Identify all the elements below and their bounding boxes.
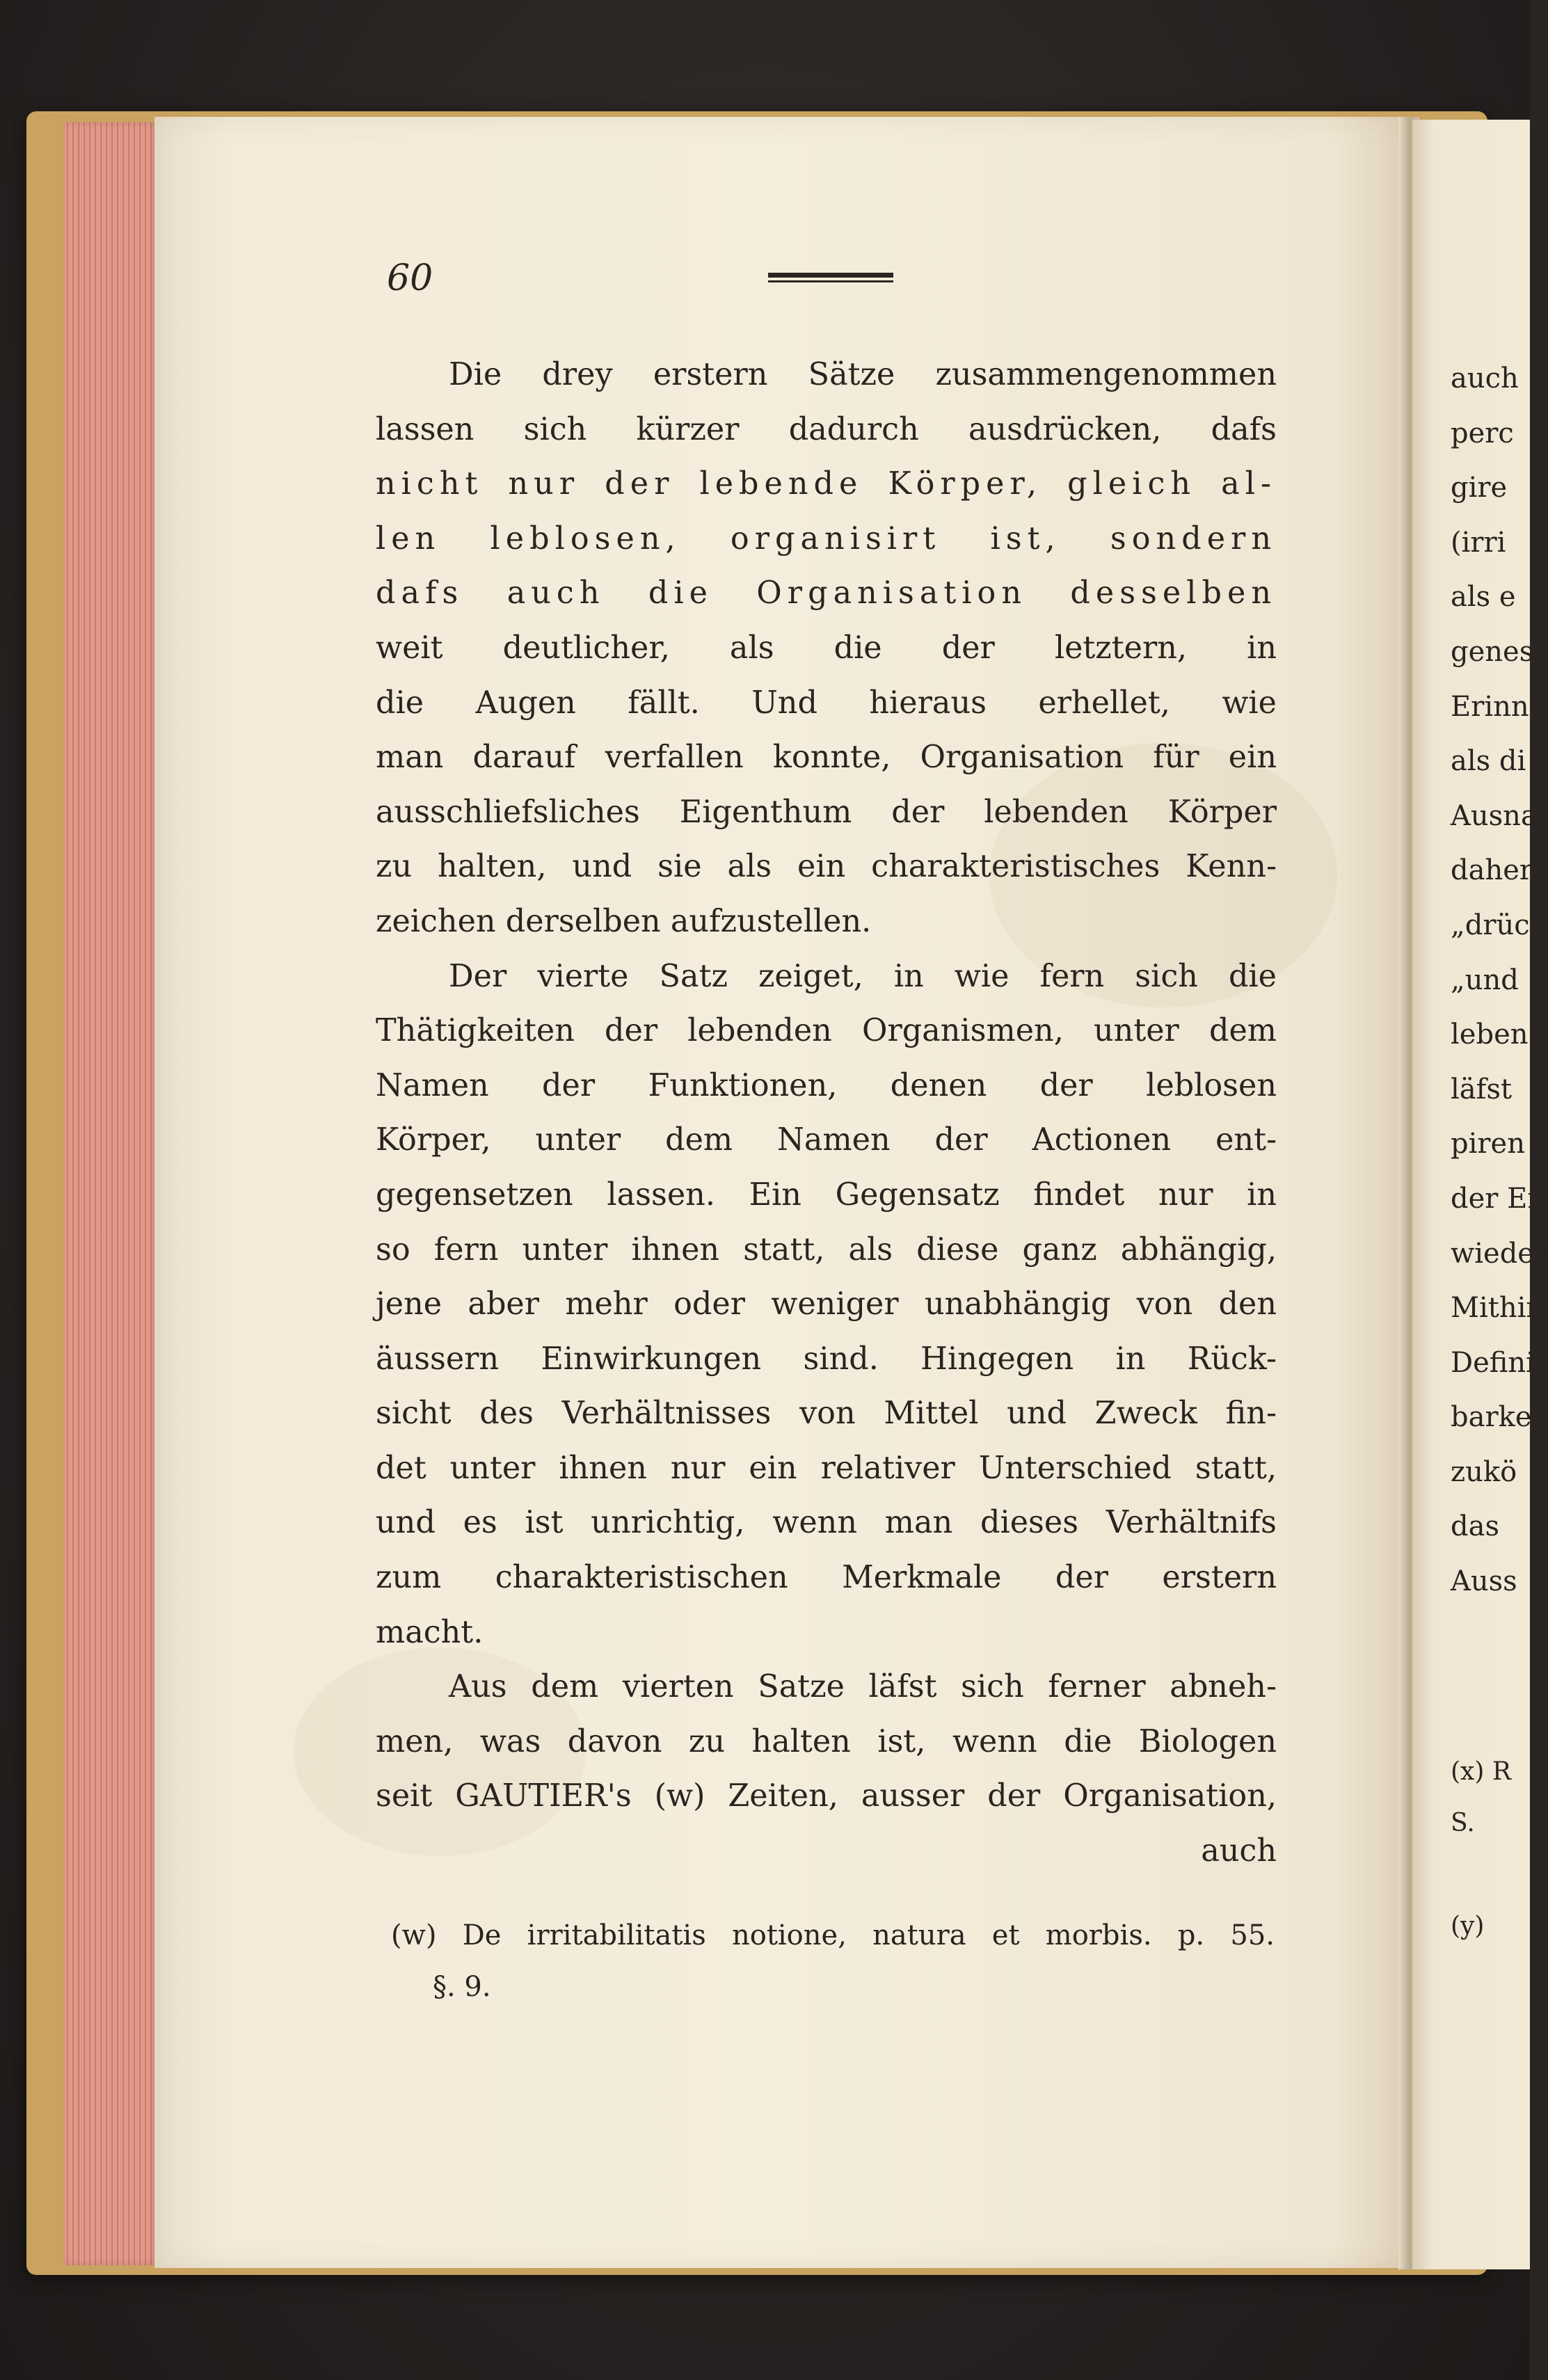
text-line: macht. <box>376 1614 484 1650</box>
next-page-footnote-line: (y) <box>1451 1912 1485 1940</box>
next-page-line: Erinne <box>1451 690 1546 723</box>
text-line: so fern unter ihnen statt, als diese ganz abhängig, <box>376 1231 1277 1268</box>
next-page-line: Mithin <box>1451 1292 1545 1325</box>
text-line: jene aber mehr oder weniger unabhängig von den <box>376 1286 1277 1323</box>
next-page-line: (irri <box>1451 526 1506 559</box>
next-page-footnote-line: S. <box>1451 1809 1475 1837</box>
text-line: Aus dem vierten Satze läfst sich ferner abneh- <box>449 1669 1277 1705</box>
text-line: zum charakteristischen Merkmale der erstern <box>376 1560 1277 1596</box>
paragraph-3 <box>376 1660 1277 1878</box>
paragraph-2 <box>376 950 1277 1661</box>
next-page-line: Defini <box>1451 1346 1535 1379</box>
next-page-line: auch <box>1451 362 1519 394</box>
footnote-line: (w) De irritabilitatis notione, natura et morbis. p. 55. <box>391 1919 1275 1951</box>
next-page-line: piren <box>1451 1128 1525 1160</box>
text-line: nicht nur der lebende Körper, gleich al- <box>376 466 1277 502</box>
text-line: ausschliefsliches Eigenthum der lebenden Körper <box>376 794 1277 830</box>
text-line: zeichen derselben aufzustellen. <box>376 903 872 939</box>
next-page-line: gire <box>1451 472 1508 504</box>
text-line: lassen sich kürzer dadurch ausdrücken, dafs <box>376 411 1277 447</box>
next-page-line: als e <box>1451 581 1516 614</box>
body-text <box>376 348 1277 1879</box>
next-page-line: wieder <box>1451 1237 1548 1270</box>
text-line: man darauf verfallen konnte, Organisation für ein <box>376 740 1277 776</box>
next-page-line: zukö <box>1451 1455 1517 1488</box>
next-page-line: „drüc <box>1451 909 1530 941</box>
next-page-line: läfst <box>1451 1073 1513 1105</box>
next-page-line: daher <box>1451 854 1533 887</box>
text-line: äussern Einwirkungen sind. Hingegen in Rück- <box>376 1341 1277 1377</box>
text-line: zu halten, und sie als ein charakteristisches Kenn- <box>376 849 1277 885</box>
text-line: Namen der Funktionen, denen der leblosen <box>376 1067 1277 1103</box>
next-page-line: genes <box>1451 635 1534 668</box>
text-line: die Augen fällt. Und hieraus erhellet, wie <box>376 685 1277 721</box>
text-line: Die drey erstern Sätze zusammengenommen <box>449 357 1277 392</box>
header-rule <box>768 273 893 282</box>
footnote <box>391 1910 1275 2013</box>
next-page-text <box>1451 351 1548 1609</box>
footnote-line: §. 9. <box>433 1971 491 2003</box>
next-page-line: als di <box>1451 745 1526 778</box>
next-page-line: perc <box>1451 417 1514 449</box>
next-page-line: barke <box>1451 1401 1532 1434</box>
next-page-line: Auss <box>1451 1565 1517 1598</box>
page-header <box>387 257 1263 299</box>
page-number: 60 <box>387 257 433 299</box>
text-line: Thätigkeiten der lebenden Organismen, unter dem <box>376 1013 1277 1049</box>
next-page-line: Ausna <box>1451 799 1538 832</box>
text-line: men, was davon zu halten ist, wenn die Biologen <box>376 1723 1277 1759</box>
next-page-footnotes <box>1451 1746 1511 1952</box>
next-page-line: der Er <box>1451 1182 1541 1215</box>
text-line: sicht des Verhältnisses von Mittel und Zweck fin- <box>376 1396 1277 1432</box>
paragraph-1 <box>376 348 1277 950</box>
text-line: dafs auch die Organisation desselben <box>376 575 1277 612</box>
next-page-line: leben <box>1451 1019 1529 1051</box>
text-line: gegensetzen lassen. Ein Gegensatz findet nur in <box>376 1176 1277 1213</box>
next-page-footnote-line <box>1451 1849 1511 1901</box>
next-page-line: das <box>1451 1510 1499 1543</box>
text-line: det unter ihnen nur ein relativer Unterschied statt, <box>376 1450 1277 1486</box>
page-edges <box>64 122 158 2265</box>
text-line: Der vierte Satz zeiget, in wie fern sich die <box>449 958 1277 994</box>
text-line: len leblosen, organisirt ist, sondern <box>376 520 1277 557</box>
text-line: und es ist unrichtig, wenn man dieses Verhältnifs <box>376 1505 1277 1541</box>
text-line: weit deutlicher, als die der letztern, in <box>376 630 1277 666</box>
next-page-line: „und <box>1451 964 1519 996</box>
text-line: seit GAUTIER's (w) Zeiten, ausser der Organisation, <box>376 1778 1277 1814</box>
text-line: Körper, unter dem Namen der Actionen ent- <box>376 1122 1277 1158</box>
catchword: auch <box>1201 1833 1277 1869</box>
next-page-footnote-line: (x) R <box>1451 1757 1511 1786</box>
